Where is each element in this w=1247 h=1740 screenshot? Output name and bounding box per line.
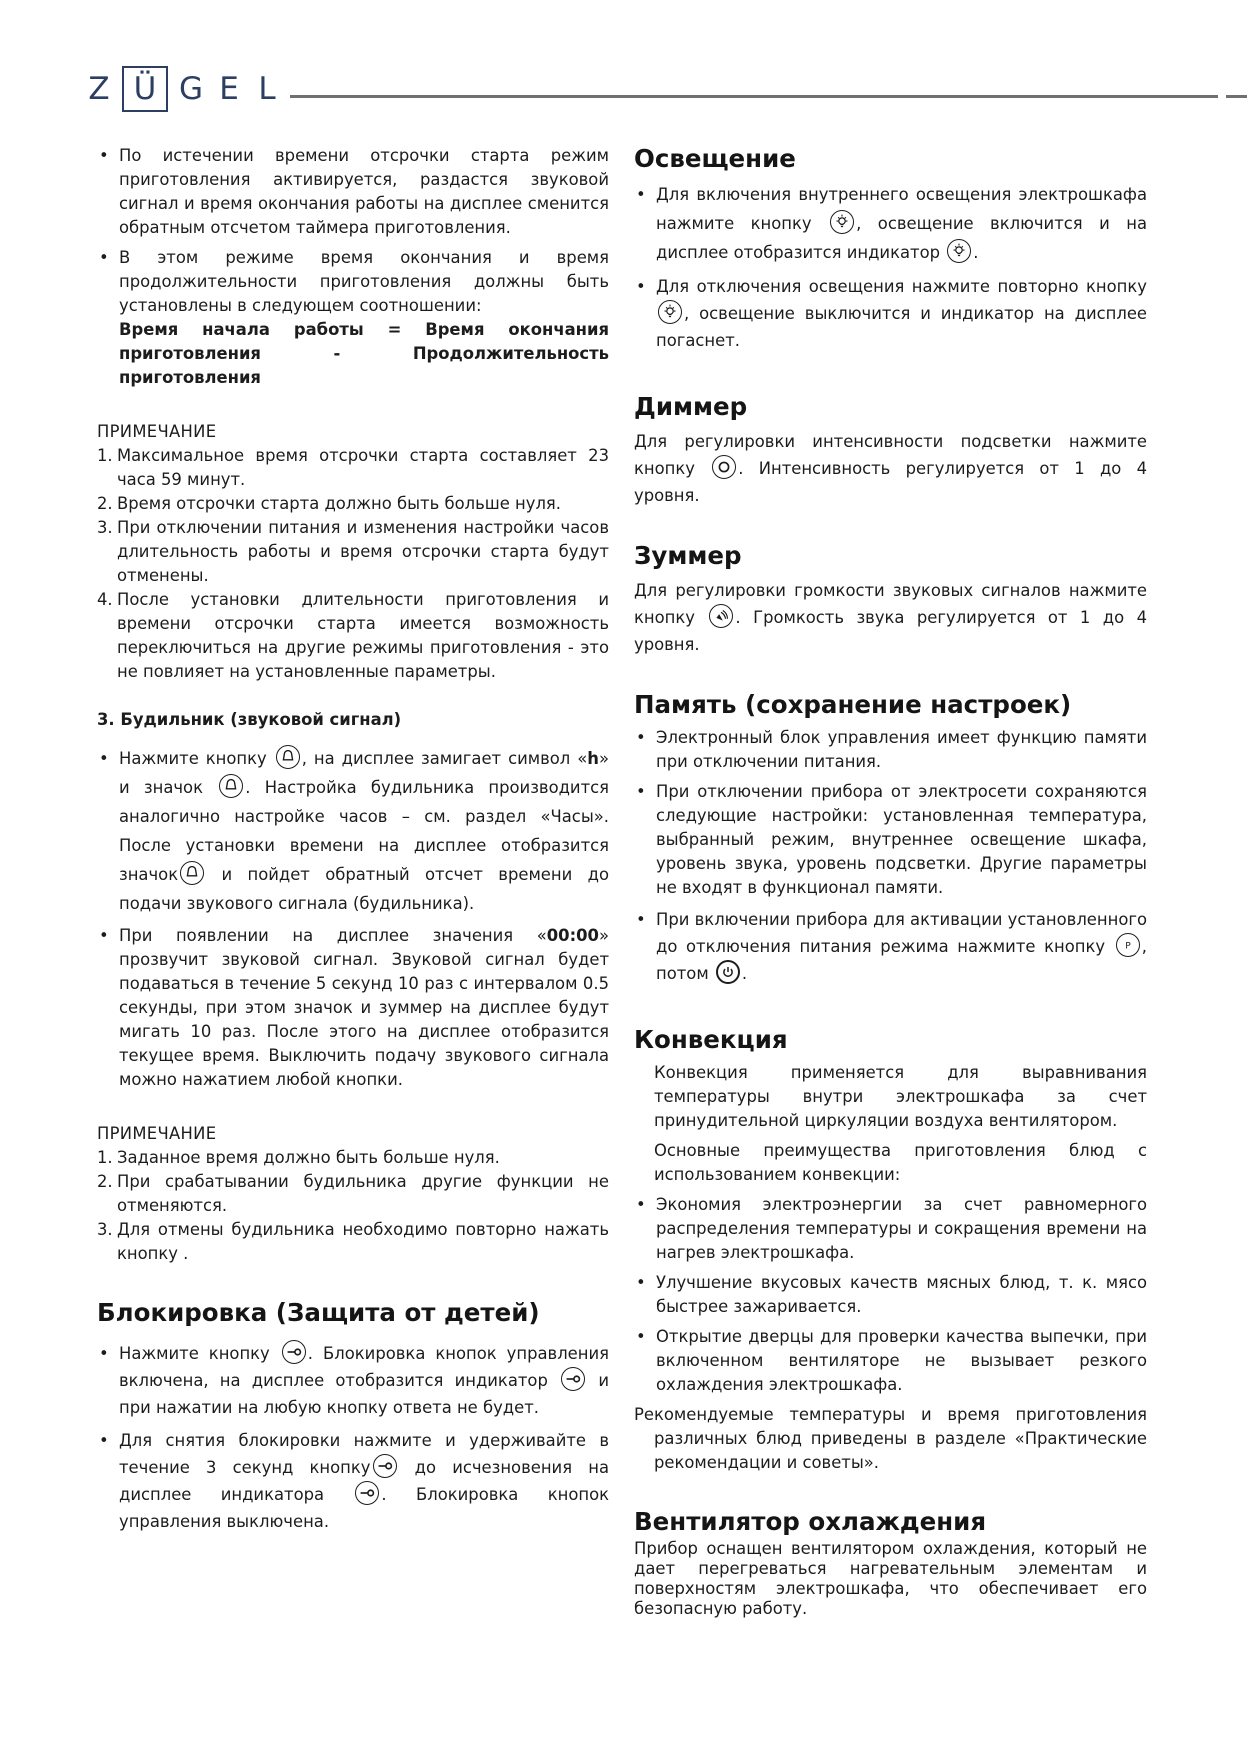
- power-icon: [716, 960, 740, 984]
- list-item: • По истечении времени отсрочки старта режим приготовления активируется, раздастся звуковой сигнал и время окончания работы на дисплее сменится обратным отсчетом таймера приготовления.: [97, 144, 609, 240]
- child-lock-heading: Блокировка (Защита от детей): [97, 1298, 540, 1327]
- lighting-heading: Освещение: [634, 144, 796, 173]
- list-item: • При появлении на дисплее значения «00:00» прозвучит звуковой сигнал. Звуковой сигнал будет подаваться в течение 5 секунд 10 раз с интервалом 0.5 секунды, при этом значок и зуммер на дисплее будут мигать 10 раз. После этого на дисплее отобразится текущее время. Выключить подачу звукового сигнала можно нажатием любой кнопки.: [97, 924, 609, 1092]
- alarm-list: [97, 744, 609, 1092]
- list-item: • При отключении прибора от электросети сохраняются следующие настройки: установленная температура, выбранный режим, внутреннее освещение шкафа, уровень звука, уровень подсветки. Другие параметры не входят в функционал памяти.: [634, 780, 1147, 900]
- intro-list: [97, 144, 609, 390]
- list-item: • Нажмите кнопку . Блокировка кнопок управления включена, на дисплее отобразится индикатор и при нажатии на любую кнопку ответа не будет.: [97, 1340, 609, 1421]
- dimmer-icon: [712, 455, 736, 479]
- key-icon: [561, 1367, 585, 1391]
- convection-text: Основные преимущества приготовления блюд с использованием конвекции:: [654, 1141, 1147, 1184]
- time-formula: Время начала работы = Время окончания приготовления - Продолжительность приготовления: [119, 320, 609, 387]
- light-bulb-icon: [658, 300, 682, 324]
- list-item: • Для отключения освещения нажмите повторно кнопку , освещение выключится и индикатор на дисплее погаснет.: [634, 273, 1147, 354]
- svg-text:P: P: [1125, 940, 1131, 952]
- header-rule: [290, 95, 1218, 98]
- convection-list: [634, 1193, 1147, 1397]
- dimmer-heading: Диммер: [634, 392, 748, 421]
- list-item: • Улучшение вкусовых качеств мясных блюд, т. к. мясо быстрее зажаривается.: [634, 1271, 1147, 1319]
- key-icon: [373, 1454, 397, 1478]
- convection-text: Рекомендуемые температуры и время приготовления различных блюд приведены в разделе «Практические рекомендации и советы».: [634, 1405, 1147, 1472]
- list-item: • Электронный блок управления имеет функцию памяти при отключении питания.: [634, 726, 1147, 774]
- list-item: 3. Для отмены будильника необходимо повторно нажать кнопку .: [97, 1220, 609, 1263]
- list-item: • В этом режиме время окончания и время продолжительности приготовления должны быть установлены в следующем соотношении: Время начала работы = Время окончания приготовления - Продолжительность приготовления: [97, 246, 609, 390]
- convection-heading: Конвекция: [634, 1025, 788, 1054]
- list-item: 1. Заданное время должно быть больше нуля.: [97, 1148, 500, 1167]
- memory-list: [634, 726, 1147, 987]
- bell-icon: [180, 861, 204, 885]
- list-item: 2. Время отсрочки старта должно быть больше нуля.: [97, 494, 561, 513]
- list-item: • Нажмите кнопку , на дисплее замигает символ «h» и значок . Настройка будильника производится аналогично настройке часов – см. раздел «Часы». После установки времени на дисплее отобразится значок и пойдет обратный отсчет времени до подачи звукового сигнала (будильника).: [97, 744, 609, 918]
- light-bulb-icon: [947, 239, 971, 263]
- note-title: ПРИМЕЧАНИЕ: [97, 1124, 217, 1143]
- list-item: • Для включения внутреннего освещения электрошкафа нажмите кнопку , освещение включится и на дисплее отобразится индикатор .: [634, 180, 1147, 267]
- cooling-fan-text: Прибор оснащен вентилятором охлаждения, который не дает перегреваться нагревательным элементам и поверхностям электрошкафа, что обеспечивает его безопасную работу.: [634, 1539, 1147, 1618]
- key-icon: [282, 1340, 306, 1364]
- dimmer-text: Для регулировки интенсивности подсветки нажмите кнопку . Интенсивность регулируется от 1 до 4 уровня.: [634, 432, 1147, 505]
- note-title: ПРИМЕЧАНИЕ: [97, 422, 217, 441]
- buzzer-heading: Зуммер: [634, 541, 742, 570]
- list-item: 1. Максимальное время отсрочки старта составляет 23 часа 59 минут.: [97, 446, 609, 489]
- child-lock-list: [97, 1340, 609, 1535]
- note-list: [97, 1146, 609, 1266]
- logo-letter: L: [258, 71, 276, 107]
- list-item: 3. При отключении питания и изменения настройки часов длительность работы и время отсрочки старта будут отменены.: [97, 518, 609, 585]
- lighting-list: [634, 180, 1147, 354]
- list-item: • Открытие дверцы для проверки качества выпечки, при включенном вентиляторе не вызывает резкого охлаждения электрошкафа.: [634, 1325, 1147, 1397]
- alarm-heading: 3. Будильник (звуковой сигнал): [97, 710, 402, 729]
- light-bulb-icon: [830, 210, 854, 234]
- memory-heading: Память (сохранение настроек): [634, 690, 1072, 719]
- convection-text: Конвекция применяется для выравнивания температуры внутри электрошкафа за счет принудительной циркуляции воздуха вентилятором.: [654, 1063, 1147, 1130]
- page-header: [80, 66, 1247, 114]
- header-rule-end: [1226, 95, 1247, 98]
- logo-letter: Z: [88, 71, 110, 107]
- bell-icon: [276, 745, 300, 769]
- logo-letter: E: [219, 71, 239, 107]
- list-item: 4. После установки длительности приготовления и времени отсрочки старта имеется возможность переключиться на другие режимы приготовления - это не повлияет на установленные параметры.: [97, 590, 609, 681]
- logo-letter: Ü: [122, 66, 168, 112]
- list-item: • Экономия электроэнергии за счет равномерного распределения температуры и сокращения времени на нагрев электрошкафа.: [634, 1193, 1147, 1265]
- list-item: • Для снятия блокировки нажмите и удерживайте в течение 3 секунд кнопку до исчезновения на дисплее индикатора . Блокировка кнопок управления выключена.: [97, 1427, 609, 1535]
- right-column: [634, 144, 1147, 1619]
- logo-letter: G: [178, 71, 204, 107]
- buzzer-text: Для регулировки громкости звуковых сигналов нажмите кнопку . Громкость звука регулируется от 1 до 4 уровня.: [634, 581, 1147, 654]
- left-column: [97, 144, 609, 1541]
- program-p-icon: [1116, 933, 1140, 957]
- brand-logo: [80, 66, 286, 112]
- key-icon: [355, 1481, 379, 1505]
- cooling-fan-heading: Вентилятор охлаждения: [634, 1507, 987, 1536]
- volume-icon: [709, 604, 733, 628]
- list-item: • При включении прибора для активации установленного до отключения питания режима нажмите кнопку P , потом .: [634, 906, 1147, 987]
- note-list: [97, 444, 609, 684]
- list-item: 2. При срабатывании будильника другие функции не отменяются.: [97, 1172, 609, 1215]
- bell-icon: [219, 774, 243, 798]
